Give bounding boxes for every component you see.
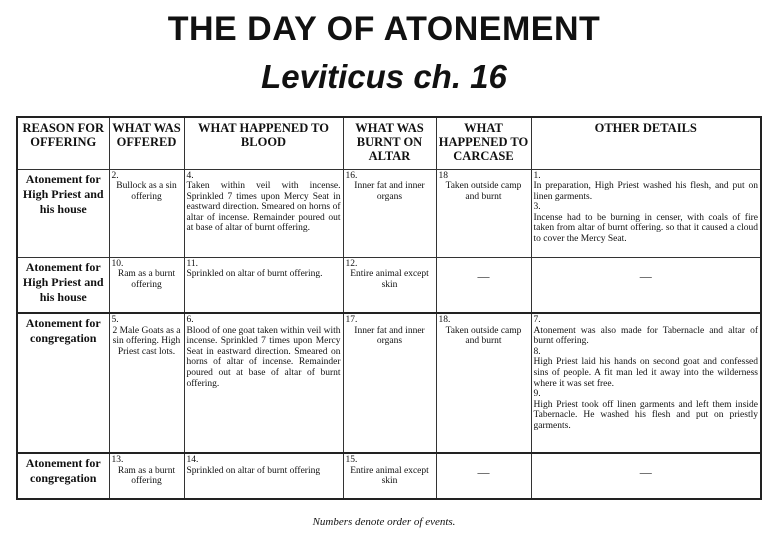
burnt-text: Entire animal except skin bbox=[350, 269, 429, 290]
event-number: 11. bbox=[186, 258, 199, 269]
burnt-cell bbox=[343, 453, 436, 499]
burnt-cell bbox=[343, 313, 436, 453]
burnt-cell bbox=[343, 169, 436, 257]
table-row bbox=[17, 257, 761, 313]
carcase-cell bbox=[436, 257, 531, 313]
other-text: Atonement was also made for Tabernacle and altar of burnt offering. bbox=[533, 325, 758, 347]
event-number: 15. bbox=[345, 455, 358, 465]
event-number: 14. bbox=[186, 455, 199, 465]
event-number: 16. bbox=[345, 170, 358, 181]
event-number: 10. bbox=[111, 258, 124, 269]
table-row bbox=[17, 313, 761, 453]
table-row bbox=[17, 453, 761, 499]
blood-cell bbox=[184, 453, 343, 499]
header-carcase: WHAT HAPPENED TO CARCASE bbox=[436, 117, 531, 169]
offered-text: 2 Male Goats as a sin offering. High Priest cast lots. bbox=[112, 325, 181, 357]
event-number: 18. bbox=[438, 315, 451, 325]
reason-cell: Atonement for congregation bbox=[17, 453, 109, 499]
carcase-text: Taken outside camp and burnt bbox=[445, 181, 522, 202]
empty-dash: — bbox=[477, 465, 490, 479]
blood-text: Taken within veil with incense. Sprinkled 7 times upon Mercy Seat in eastward direction. Smeared on horns of altar of incense. Remainder poured out at base of altar of burnt offering. bbox=[186, 181, 341, 234]
empty-dash: — bbox=[477, 268, 490, 283]
header-burnt: WHAT WAS BURNT ON ALTAR bbox=[343, 117, 436, 169]
offered-text: Ram as a burnt offering bbox=[117, 465, 176, 487]
other-text: High Priest took off linen garments and left them inside Tabernacle. He washed his flesh and put on priestly garments. bbox=[533, 399, 758, 431]
event-number: 5. bbox=[111, 315, 119, 325]
carcase-cell bbox=[436, 453, 531, 499]
empty-dash: — bbox=[639, 465, 652, 479]
offered-text: Ram as a burnt offering bbox=[117, 269, 176, 290]
blood-cell bbox=[184, 257, 343, 313]
carcase-cell bbox=[436, 169, 531, 257]
carcase-text: Taken outside camp and burnt bbox=[445, 325, 522, 347]
atonement-table bbox=[16, 116, 762, 500]
other-cell bbox=[531, 313, 761, 453]
event-number: 12. bbox=[345, 258, 358, 269]
carcase-cell bbox=[436, 313, 531, 453]
event-number: 7. bbox=[533, 315, 541, 325]
event-number: 18 bbox=[438, 170, 448, 181]
event-number: 13. bbox=[111, 455, 124, 465]
offered-cell bbox=[109, 257, 184, 313]
event-number: 9. bbox=[533, 389, 541, 400]
page-subtitle: Leviticus ch. 16 bbox=[261, 58, 507, 95]
reason-cell: Atonement for High Priest and his house bbox=[17, 169, 109, 257]
other-text: Incense had to be burning in censer, with coals of fire taken from altar of burnt offering. so that it caused a cloud to cover the Mercy Seat. bbox=[533, 212, 758, 245]
reason-cell: Atonement for High Priest and his house bbox=[17, 257, 109, 313]
event-number: 17. bbox=[345, 315, 358, 325]
empty-dash: — bbox=[639, 268, 652, 283]
other-cell bbox=[531, 169, 761, 257]
other-text: In preparation, High Priest washed his flesh, and put on linen garments. bbox=[533, 181, 758, 202]
table-row bbox=[17, 169, 761, 257]
blood-text: Sprinkled on altar of burnt offering bbox=[186, 465, 321, 476]
burnt-text: Inner fat and inner organs bbox=[354, 325, 425, 347]
event-number: 6. bbox=[186, 315, 194, 325]
reason-cell: Atonement for congregation bbox=[17, 313, 109, 453]
page-title: THE DAY OF ATONEMENT bbox=[167, 10, 601, 48]
other-cell bbox=[531, 257, 761, 313]
offered-cell bbox=[109, 313, 184, 453]
burnt-text: Inner fat and inner organs bbox=[354, 181, 425, 202]
blood-text: Sprinkled on altar of burnt offering. bbox=[186, 269, 323, 280]
header-row bbox=[17, 117, 761, 169]
burnt-cell bbox=[343, 257, 436, 313]
blood-cell bbox=[184, 313, 343, 453]
header-reason: REASON FOR OFFERING bbox=[17, 117, 109, 169]
offered-cell bbox=[109, 453, 184, 499]
burnt-text: Entire animal except skin bbox=[350, 465, 429, 487]
header-blood: WHAT HAPPENED TO BLOOD bbox=[184, 117, 343, 169]
event-number: 1. bbox=[533, 170, 541, 181]
event-number: 8. bbox=[533, 346, 541, 357]
blood-cell bbox=[184, 169, 343, 257]
header-offered: WHAT WAS OFFERED bbox=[109, 117, 184, 169]
event-number: 2. bbox=[111, 170, 119, 181]
footnote: Numbers denote order of events. bbox=[312, 516, 456, 528]
blood-text: Blood of one goat taken within veil with incense. Sprinkled 7 times upon Mercy Seat in eastward direction. Smeared on horns of altar of incense. Remainder poured out at base of altar of burnt offering. bbox=[186, 325, 341, 389]
offered-text: Bullock as a sin offering bbox=[116, 181, 177, 202]
header-other: OTHER DETAILS bbox=[531, 117, 761, 169]
other-text: High Priest laid his hands on second goat and confessed sins of people. A fit man led it away into the wilderness where it was set free. bbox=[533, 357, 758, 389]
event-number: 4. bbox=[186, 170, 194, 181]
other-cell bbox=[531, 453, 761, 499]
event-number: 3. bbox=[533, 202, 541, 213]
offered-cell bbox=[109, 169, 184, 257]
